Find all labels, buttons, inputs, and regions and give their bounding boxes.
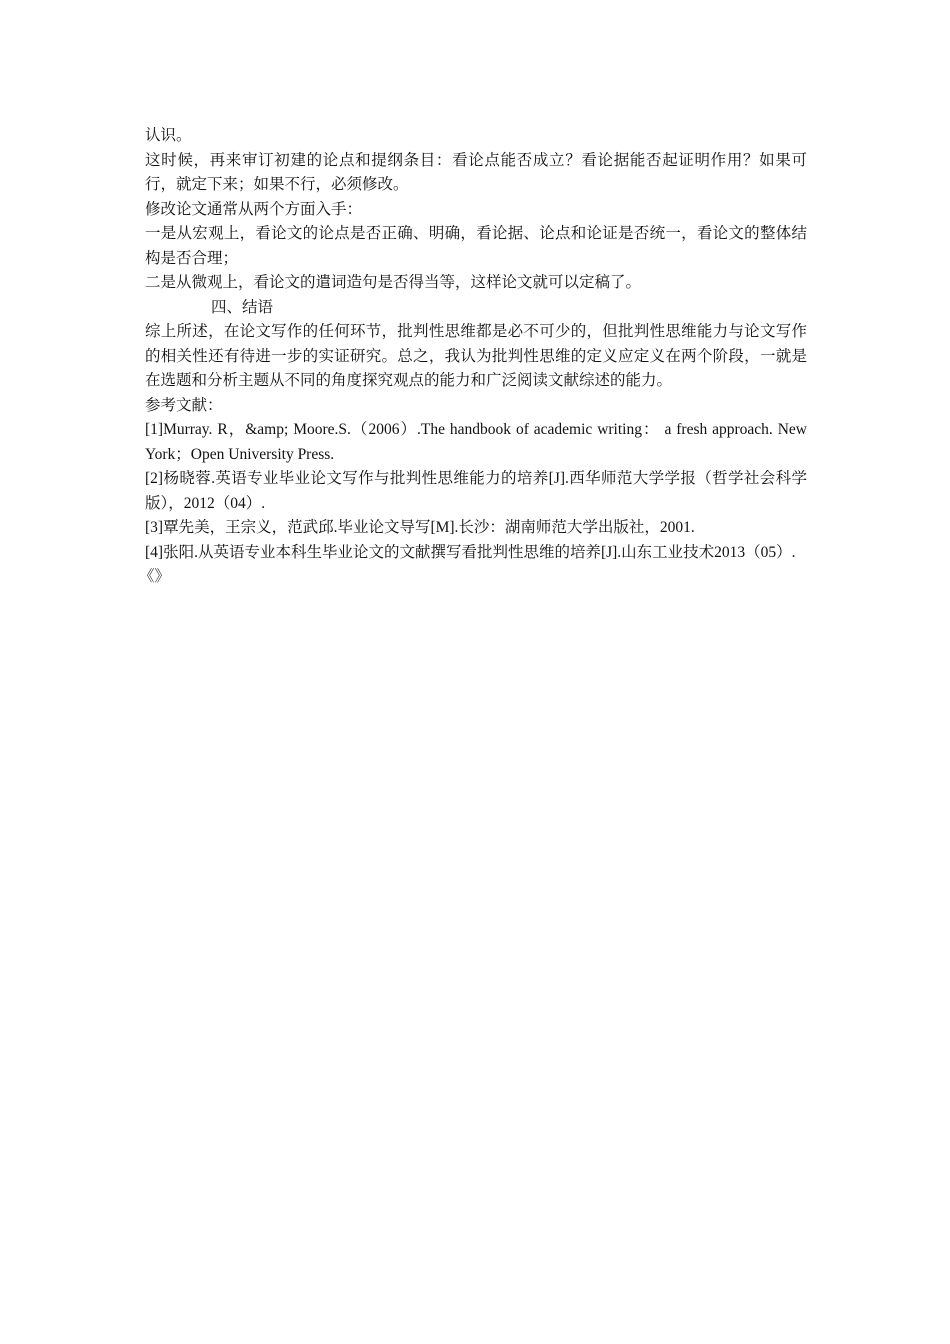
paragraph-5: 二是从微观上，看论文的遣词造句是否得当等，这样论文就可以定稿了。 bbox=[145, 274, 642, 291]
reference-item-2: [2]杨晓蓉.英语专业毕业论文写作与批判性思维能力的培养[J].西华师范大学学报（哲学社会科学版），2012（04）. bbox=[145, 470, 807, 512]
reference-item-1: [1]Murray. R，&amp; Moore.S.（2006）.The handbook of academic writing： a fresh approach. New York；Open University Press. bbox=[145, 421, 807, 463]
paragraph-3: 修改论文通常从两个方面入手： bbox=[145, 200, 363, 218]
trailing-mark: 《》 bbox=[139, 568, 171, 585]
section-heading: 四、结语 bbox=[211, 298, 274, 316]
paragraph-2: 这时候，再来审订初建的论点和提纲条目：看论点能否成立？看论据能否起证明作用？如果可行，就定下来；如果不行，必须修改。 bbox=[145, 151, 807, 193]
reference-item-3: [3]覃先美，王宗义，范武邱.毕业论文导写[M].长沙：湖南师范大学出版社，2001. bbox=[145, 519, 695, 536]
conclusion-paragraph: 综上所述，在论文写作的任何环节，批判性思维都是必不可少的，但批判性思维能力与论文写作的相关性还有待进一步的实证研究。总之，我认为批判性思维的定义应定义在两个阶段，一就是在选题和分析主题从不同的角度探究观点的能力和广泛阅读文献综述的能力。 bbox=[145, 323, 807, 389]
paragraph-4: 一是从宏观上，看论文的论点是否正确、明确，看论据、论点和论证是否统一，看论文的整体结构是否合理； bbox=[145, 225, 807, 267]
document-body bbox=[139, 124, 807, 590]
paragraph-1: 认识。 bbox=[145, 127, 192, 144]
reference-item-4: [4]张阳.从英语专业本科生毕业论文的文献撰写看批判性思维的培养[J].山东工业技术2013（05）. bbox=[145, 543, 796, 561]
references-title: 参考文献： bbox=[145, 396, 223, 414]
